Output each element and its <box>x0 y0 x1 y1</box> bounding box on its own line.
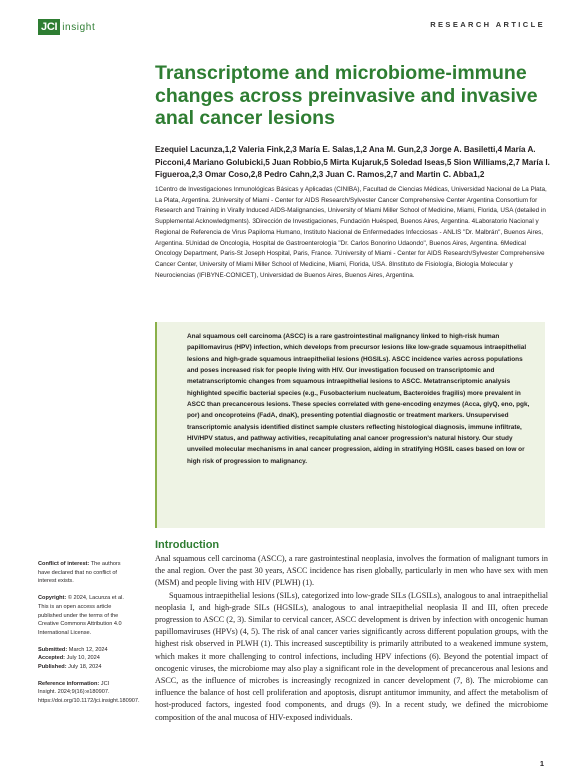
published-date: July 18, 2024 <box>68 664 102 671</box>
logo-mark: JCI <box>38 19 60 35</box>
conflict-label: Conflict of interest: <box>38 561 90 567</box>
article-title: Transcriptome and microbiome-immune changes across preinvasive and invasive anal cancer lesions <box>155 62 538 129</box>
article-dates <box>38 646 128 672</box>
section-heading: Introduction <box>155 539 220 551</box>
article-sidebar <box>38 560 140 714</box>
copyright <box>38 594 128 638</box>
copyright-text: © 2024, Lacunza et al. This is an open access article published under the terms of the Creative Commons Attribution 4.0 International License. <box>38 595 124 636</box>
article-type: RESEARCH ARTICLE <box>430 20 545 29</box>
body-paragraph: Anal squamous cell carcinoma (ASCC), a rare gastrointestinal neoplasia, involves the formation of malignant tumors in the anal region. Over the past 30 years, ASCC incidence has risen globally, particularly in men who have sex with men (MSM) and people living with HIV (PLWH) (1). <box>155 554 548 588</box>
submitted-date: March 12, 2024 <box>68 646 108 653</box>
logo-word: insight <box>62 21 96 33</box>
reference-text: JCI Insight. 2024;9(16):e180907. https://doi.org/10.1172/jci.insight.180907. <box>38 680 140 705</box>
reference-information <box>38 680 140 706</box>
reference-label: Reference information: <box>38 680 100 687</box>
body-paragraph: Squamous intraepithelial lesions (SILs), categorized into low-grade SILs (LGSILs), analogous to anal intraepithelial neoplasia I, and high-grade SILs (HGSILs), analogous to anal intraepithelial neoplasia II and III, often precede progression to ASCC (2, 3). Similar to cervical cancer, ASCC development is driven by infection with oncogenic human papillomaviruses (HPVs) (4, 5). The risk of anal cancer varies significantly across different population groups, with the highest risk observed in PLWH (1). This increased susceptibility is primarily attributed to a weakened immune system, which makes it more challenging to control infections, including HPV infections (6). Beyond the potential impact of oncogenic viruses, the microbiome may also play a significant role in the development of precancerous anal lesions and ASCC, as the influence of microbes is increasingly recognized in cancer development (7, 8). The microbiome can influence the balance of host cell proliferation and apoptosis, disrupt antitumor immunity, and affect the metabolism of host-produced factors, ingested food components, and drugs (9). In a recent study, we defined the microbiome composition of the anal mucosa of HIV-exposed individuals. <box>155 590 548 722</box>
journal-logo <box>38 19 95 35</box>
page-number: 1 <box>539 759 544 768</box>
body-text <box>155 553 548 724</box>
published-label: Published: <box>38 664 67 671</box>
conflict-text: The authors have declared that no conflict of interest exists. <box>38 561 121 585</box>
accepted-date: July 10, 2024 <box>66 655 100 662</box>
affiliations: 1Centro de Investigaciones Inmunológicas Básicas y Aplicadas (CINIBA), Facultad de Ciencias Médicas, Universidad Nacional de La Plata, La Plata, Argentina. 2University of Miami - Center for AIDS Research/Sylvester Cancer Comprehensive Center Argentina Consortium for Research and Training in Virally Induced AIDS-Malignancies, University of Miami Miller School of Medicine, Miami, Florida, USA (detailed in Supplemental Acknowledgments). 3Dirección de Investigaciones, Fundación Huésped, Buenos Aires, Argentina. 4Laboratorio Nacional y Regional de Referencia de Virus Papiloma Humano, Instituto Nacional de Enfermedades Infecciosas - ANLIS "Dr. Malbrán", Buenos Aires, Argentina. 5Unidad de Oncología, Hospital de Gastroenterología "Dr. Carlos Bonorino Udaondo", Buenos Aires, Argentina. 6Medical Oncology Department, Paris-St Joseph Hospital, Paris, France. 7University of Miami - Center for AIDS Research/Sylvester Comprehensive Cancer Center, University of Miami Miller School of Medicine, Miami, Florida, USA. 8Instituto de Fisiología, Biología Molecular y Neurociencias (IFIBYNE-CONICET), Universidad de Buenos Aires, Buenos Aires, Argentina. <box>155 186 547 279</box>
submitted-label: Submitted: <box>38 646 68 653</box>
abstract-box: Anal squamous cell carcinoma (ASCC) is a rare gastrointestinal malignancy linked to high-risk human papillomavirus (HPV) infection, which develops from precursor lesions like low-grade squamous intraepithelial lesions and high-grade squamous intraepithelial lesions (HGSILs). ASCC incidence varies across populations and poses increased risk for people living with HIV. Our investigation focused on transcriptomic and metatranscriptomic changes from squamous intraepithelial lesions to ASCC. Metatranscriptomic analysis highlighted specific bacterial species (e.g., Fusobacterium nucleatum, Bacteroides fragilis) more prevalent in ASCC than precancerous lesions. These species correlated with gene-encoding enzymes (Acca, glyQ, eno, pgk, por) and oncoproteins (FadA, dnaK), presenting potential diagnostic or treatment markers. Unsupervised transcriptomic analysis identified distinct sample clusters reflecting histological diagnosis, immune infiltrate, HIV/HPV status, and pathway activities, recapitulating anal cancer progression's natural history. Our study unveiled molecular mechanisms in anal cancer progression, aiding in stratifying HGSIL cases based on low or high risk of progression to malignancy. <box>155 322 545 528</box>
accepted-label: Accepted: <box>38 655 66 662</box>
author-list: Ezequiel Lacunza,1,2 Valeria Fink,2,3 María E. Salas,1,2 Ana M. Gun,2,3 Jorge A. Basiletti,4 María A. Picconi,4 Mariano Golubicki,5 Juan Robbio,5 Mirta Kujaruk,5 Soledad Iseas,5 Sion Williams,2,7 María I. Figueroa,2,3 Omar Coso,2,8 Pedro Cahn,2,3 Juan C. Ramos,2,7 and Martin C. Abba1,2 <box>155 145 550 180</box>
conflict-of-interest <box>38 560 128 586</box>
copyright-label: Copyright: <box>38 595 67 602</box>
